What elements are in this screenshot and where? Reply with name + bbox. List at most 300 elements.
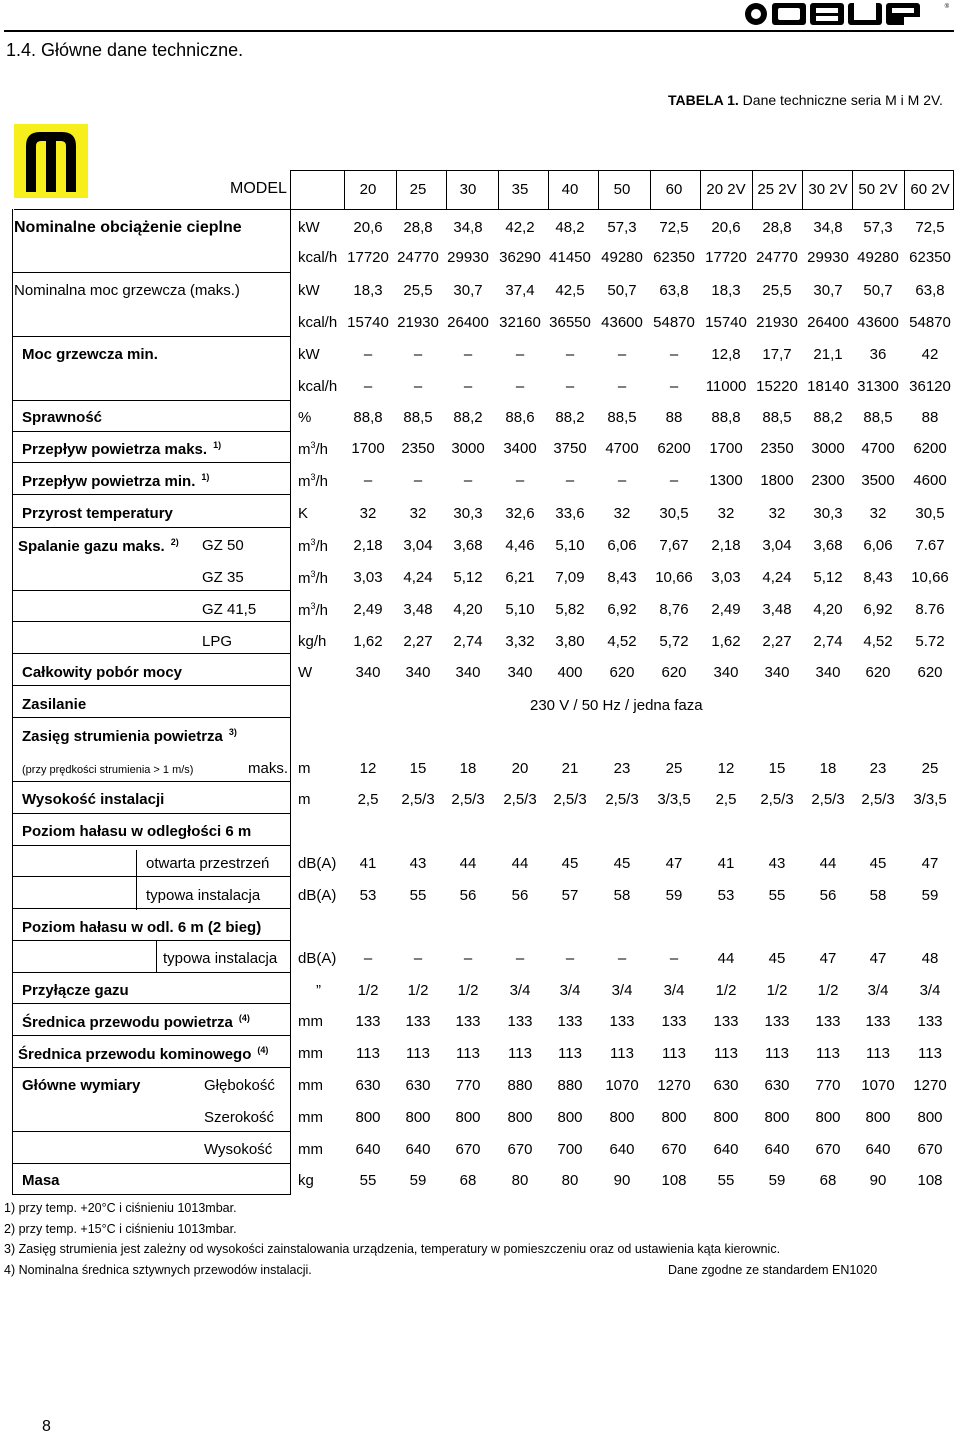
table-cell: 20 xyxy=(511,760,529,777)
table-cell: 17720 xyxy=(347,249,389,266)
table-cell: 88,6 xyxy=(505,409,535,426)
model-header-cell: 30 2V xyxy=(808,181,848,198)
row-unit: kW xyxy=(298,346,320,363)
header-column-rule xyxy=(396,170,397,210)
table-cell: – xyxy=(363,346,373,363)
row-label-text: Przyłącze gazu xyxy=(22,982,129,999)
table-cell: 1/2 xyxy=(766,982,788,999)
table-cell: 36 xyxy=(869,346,887,363)
table-cell: 42,5 xyxy=(555,282,585,299)
table-cell: 133 xyxy=(609,1013,635,1030)
row-separator xyxy=(12,336,291,337)
table-cell: 2,27 xyxy=(762,633,792,650)
row-unit: W xyxy=(298,664,313,681)
table-cell: 32160 xyxy=(499,314,541,331)
table-cell: – xyxy=(617,378,627,395)
header-column-rule xyxy=(548,170,549,210)
table-cell: 3000 xyxy=(811,440,845,457)
table-cell: 133 xyxy=(713,1013,739,1030)
noise-sub-rule xyxy=(136,850,137,910)
row-unit: mm xyxy=(298,1013,323,1030)
table-cell: 4,20 xyxy=(813,601,843,618)
table-cell: 6,92 xyxy=(863,601,893,618)
table-cell: 113 xyxy=(456,1045,480,1062)
table-cell: 630 xyxy=(713,1077,739,1094)
table-cell: 5,10 xyxy=(555,537,585,554)
row-label xyxy=(22,409,102,426)
table-cell: 8,76 xyxy=(659,601,689,618)
table-cell: 1/2 xyxy=(457,982,479,999)
table-cell: 47 xyxy=(665,855,683,872)
table-cell: 2350 xyxy=(401,440,435,457)
table-cell: 880 xyxy=(557,1077,583,1094)
row-label-text: Wysokość instalacji xyxy=(22,791,165,808)
table-cell: 2,18 xyxy=(711,537,741,554)
table-cell: 2,5 xyxy=(715,791,737,808)
table-cell: 42 xyxy=(921,346,939,363)
row-sub-label: LPG xyxy=(202,633,233,650)
table-cell: 113 xyxy=(356,1045,380,1062)
table-cell: 3,03 xyxy=(353,569,383,586)
table-cell: 56 xyxy=(459,887,477,904)
table-cell: 41 xyxy=(717,855,735,872)
row-unit: m xyxy=(298,760,311,777)
table-cell: 47 xyxy=(819,950,837,967)
row-label xyxy=(22,1077,140,1094)
row-separator xyxy=(12,621,291,622)
table-cell: 30,7 xyxy=(453,282,483,299)
table-cell: 630 xyxy=(355,1077,381,1094)
row-label-text: (przy prędkości strumienia > 1 m/s) xyxy=(22,764,194,776)
table-cell: 43600 xyxy=(601,314,643,331)
model-header-cell: 25 xyxy=(409,181,427,198)
row-unit: $m^3/h$ xyxy=(298,440,329,458)
table-cell: 58 xyxy=(613,887,631,904)
table-cell: 42,2 xyxy=(505,219,535,236)
table-cell: 53 xyxy=(717,887,735,904)
table-cell: 880 xyxy=(507,1077,533,1094)
row-label-text: Spalanie gazu maks. xyxy=(18,538,165,555)
row-unit: dB(A) xyxy=(298,887,337,904)
row-separator xyxy=(12,462,291,463)
header-top-rule xyxy=(290,170,954,171)
table-cell: 800 xyxy=(661,1109,687,1126)
table-cell: 3,04 xyxy=(403,537,433,554)
table-cell: 88,2 xyxy=(813,409,843,426)
footnote-2: 2) przy temp. +15°C i ciśnieniu 1013mbar. xyxy=(4,1222,237,1236)
table-cell: 55 xyxy=(359,1172,377,1189)
table-cell: – xyxy=(515,378,525,395)
table-cell: – xyxy=(463,472,473,489)
table-cell: – xyxy=(413,346,423,363)
table-cell: 133 xyxy=(764,1013,790,1030)
table-cell: 21,1 xyxy=(813,346,843,363)
table-cell: 10,66 xyxy=(911,569,949,586)
row-separator xyxy=(12,940,291,941)
table-cell: 37,4 xyxy=(505,282,535,299)
table-cell: 3/4 xyxy=(509,982,531,999)
row-label-text: Całkowity pobór mocy xyxy=(22,664,183,681)
unit-column-rule xyxy=(290,209,291,1194)
table-cell: 57,3 xyxy=(607,219,637,236)
table-cell: 4,20 xyxy=(453,601,483,618)
table-cell: 30,7 xyxy=(813,282,843,299)
row-label xyxy=(22,346,158,363)
row-separator xyxy=(12,1003,291,1004)
table-cell: 2,5/3 xyxy=(503,791,537,808)
row-sub-label: Szerokość xyxy=(204,1109,275,1126)
table-cell: 4,52 xyxy=(863,633,893,650)
row-sub-label: typowa instalacja xyxy=(146,887,261,904)
table-cell: 340 xyxy=(355,664,381,681)
row-separator xyxy=(12,1035,291,1036)
table-cell: 12,8 xyxy=(711,346,741,363)
table-cell: 20,6 xyxy=(711,219,741,236)
model-header-cell: 20 2V xyxy=(706,181,746,198)
row-separator xyxy=(12,653,291,654)
table-cell: 2,5/3 xyxy=(401,791,435,808)
table-cell: 34,8 xyxy=(813,219,843,236)
row-unit: dB(A) xyxy=(298,855,337,872)
row-sub-label: Głębokość xyxy=(204,1077,275,1094)
table-cell: 133 xyxy=(355,1013,381,1030)
table-cell: 340 xyxy=(815,664,841,681)
table-cell: 1,62 xyxy=(353,633,383,650)
table-cell: 54870 xyxy=(653,314,695,331)
table-cell: 640 xyxy=(764,1141,790,1158)
table-cell: 113 xyxy=(610,1045,634,1062)
table-cell: 45 xyxy=(613,855,631,872)
footnote-marker: 1) xyxy=(201,472,210,482)
table-cell: 620 xyxy=(609,664,635,681)
table-cell: 3/4 xyxy=(867,982,889,999)
row-unit: m xyxy=(298,791,311,808)
table-cell: 1270 xyxy=(913,1077,947,1094)
row-sub-label: GZ 35 xyxy=(202,569,244,586)
table-cell: 68 xyxy=(819,1172,837,1189)
row-label xyxy=(22,919,261,936)
row-label-text: Główne wymiary xyxy=(22,1077,141,1094)
table-cell: 55 xyxy=(768,887,786,904)
table-cell: 670 xyxy=(507,1141,533,1158)
row-label-text: Średnica przewodu kominowego xyxy=(18,1046,252,1063)
table-cell: 48,2 xyxy=(555,219,585,236)
table-cell: 15 xyxy=(768,760,786,777)
table-cell: 32 xyxy=(409,505,427,522)
row-sub-label: Wysokość xyxy=(204,1141,273,1158)
table-cell: 44 xyxy=(717,950,735,967)
table-cell: 50,7 xyxy=(863,282,893,299)
table-cell: 36120 xyxy=(909,378,951,395)
table-cell: 88,5 xyxy=(762,409,792,426)
table-cell: 3,03 xyxy=(711,569,741,586)
table-cell: 6200 xyxy=(913,440,947,457)
table-cell: 12 xyxy=(359,760,377,777)
table-cell: – xyxy=(413,378,423,395)
table-cell: 670 xyxy=(917,1141,943,1158)
table-cell: 55 xyxy=(409,887,427,904)
table-cell: 2,49 xyxy=(711,601,741,618)
row-sub-label: maks. xyxy=(248,760,289,777)
table-cell: 23 xyxy=(869,760,887,777)
table-cell: 340 xyxy=(405,664,431,681)
table-cell: 62350 xyxy=(653,249,695,266)
table-cell: 55 xyxy=(717,1172,735,1189)
model-header-cell: 50 2V xyxy=(858,181,898,198)
table-cell: 770 xyxy=(815,1077,841,1094)
table-cell: 3,48 xyxy=(762,601,792,618)
row-label-text: Nominalne obciążenie cieplne xyxy=(14,219,242,236)
table-cell: 113 xyxy=(558,1045,582,1062)
table-cell: 340 xyxy=(713,664,739,681)
table-cell: 59 xyxy=(409,1172,427,1189)
table-cell: 49280 xyxy=(601,249,643,266)
row-unit: mm xyxy=(298,1045,323,1062)
table-cell: 670 xyxy=(815,1141,841,1158)
table-cell: 2,5/3 xyxy=(553,791,587,808)
table-cell: 3,32 xyxy=(505,633,535,650)
table-cell: 32 xyxy=(613,505,631,522)
table-cell: 2,74 xyxy=(453,633,483,650)
row-label xyxy=(18,537,179,555)
table-cell: 25 xyxy=(665,760,683,777)
table-cell: 88 xyxy=(665,409,683,426)
row-label-text: Sprawność xyxy=(22,409,103,426)
row-label xyxy=(14,219,242,237)
table-cell: 7,67 xyxy=(659,537,689,554)
table-cell: – xyxy=(617,950,627,967)
model-header-cell: 50 xyxy=(613,181,631,198)
footnote-marker: 3) xyxy=(228,727,237,737)
row-unit: kcal/h xyxy=(298,314,338,331)
table-cell: 56 xyxy=(511,887,529,904)
row-unit: mm xyxy=(298,1077,323,1094)
row-label xyxy=(22,791,164,808)
table-cell: 18,3 xyxy=(711,282,741,299)
table-cell: 28,8 xyxy=(403,219,433,236)
table-cell: 72,5 xyxy=(915,219,945,236)
table-cell: – xyxy=(565,378,575,395)
row-label xyxy=(22,727,237,745)
table-cell: 2350 xyxy=(760,440,794,457)
table-cell: 3,68 xyxy=(813,537,843,554)
table-cell: – xyxy=(669,472,679,489)
table-cell: – xyxy=(565,950,575,967)
table-cell: 57 xyxy=(561,887,579,904)
header-column-rule xyxy=(802,170,803,210)
table-cell: 2,5/3 xyxy=(760,791,794,808)
row-label xyxy=(22,440,221,458)
row-label-text: Moc grzewcza min. xyxy=(22,346,158,363)
row-separator xyxy=(12,1131,291,1132)
table-cell: 640 xyxy=(609,1141,635,1158)
table-cell: 113 xyxy=(765,1045,789,1062)
header-right-rule xyxy=(953,170,954,210)
table-cell: 3/4 xyxy=(919,982,941,999)
row-label xyxy=(22,1172,60,1189)
header-column-rule xyxy=(598,170,599,210)
row-unit: kcal/h xyxy=(298,378,338,395)
table-cell: 2,5/3 xyxy=(861,791,895,808)
table-cell: 25 xyxy=(921,760,939,777)
table-cell: – xyxy=(669,346,679,363)
table-cell: 88,8 xyxy=(353,409,383,426)
table-cell: 6,06 xyxy=(607,537,637,554)
model-header-cell: 60 2V xyxy=(910,181,950,198)
row-unit: K xyxy=(298,505,309,522)
table-cell: 24770 xyxy=(397,249,439,266)
table-cell: 1700 xyxy=(351,440,385,457)
row-label-text: Zasięg strumienia powietrza xyxy=(22,728,223,745)
table-cell: 45 xyxy=(561,855,579,872)
row-unit: kg xyxy=(298,1172,314,1189)
header-column-rule xyxy=(498,170,499,210)
table-cell: 1070 xyxy=(605,1077,639,1094)
row-label-text: Średnica przewodu powietrza xyxy=(22,1014,233,1031)
table-cell: 2300 xyxy=(811,472,845,489)
table-cell: 800 xyxy=(507,1109,533,1126)
table-cell: 53 xyxy=(359,887,377,904)
table-cell: 3750 xyxy=(553,440,587,457)
table-cell: 15220 xyxy=(756,378,798,395)
header-column-rule xyxy=(700,170,701,210)
table-cell: 670 xyxy=(661,1141,687,1158)
row-separator xyxy=(12,494,291,495)
table-cell: 20,6 xyxy=(353,219,383,236)
row-unit: % xyxy=(298,409,312,426)
page-number: 8 xyxy=(42,1418,51,1435)
table-cell: 3,68 xyxy=(453,537,483,554)
row-unit: mm xyxy=(298,1109,323,1126)
table-cell: 41450 xyxy=(549,249,591,266)
table-cell: 4,24 xyxy=(762,569,792,586)
table-cell: 4700 xyxy=(605,440,639,457)
table-cell: 6200 xyxy=(657,440,691,457)
table-cell: 88,5 xyxy=(607,409,637,426)
table-cell: – xyxy=(413,950,423,967)
table-cell: 3/3,5 xyxy=(657,791,691,808)
table-cell: 113 xyxy=(866,1045,890,1062)
row-separator xyxy=(12,908,291,909)
table-cell: 340 xyxy=(764,664,790,681)
table-cell: 24770 xyxy=(756,249,798,266)
table-cell: 26400 xyxy=(807,314,849,331)
table-cell: 29930 xyxy=(447,249,489,266)
row-separator xyxy=(12,272,291,273)
table-cell: 23 xyxy=(613,760,631,777)
table-cell: – xyxy=(515,472,525,489)
table-cell: 113 xyxy=(508,1045,532,1062)
table-cell: – xyxy=(617,346,627,363)
power-supply-value: 230 V / 50 Hz / jedna faza xyxy=(530,697,703,714)
table-cell: 113 xyxy=(918,1045,942,1062)
table-cell: 1/2 xyxy=(715,982,737,999)
table-cell: 26400 xyxy=(447,314,489,331)
svg-text:®: ® xyxy=(944,4,949,10)
table-cell: 800 xyxy=(609,1109,635,1126)
row-separator xyxy=(12,431,291,432)
table-cell: 59 xyxy=(665,887,683,904)
table-cell: 113 xyxy=(662,1045,686,1062)
table-cell: 108 xyxy=(917,1172,943,1189)
table-cell: 133 xyxy=(455,1013,481,1030)
table-cell: 800 xyxy=(764,1109,790,1126)
table-cell: – xyxy=(669,378,679,395)
table-cell: 18,3 xyxy=(353,282,383,299)
row-sub-label: GZ 50 xyxy=(202,537,244,554)
table-cell: 68 xyxy=(459,1172,477,1189)
table-cell: – xyxy=(413,472,423,489)
row-label xyxy=(22,696,86,713)
table-cell: 44 xyxy=(459,855,477,872)
row-unit: $m^3/h$ xyxy=(298,472,329,490)
table-cell: 32 xyxy=(717,505,735,522)
table-cell: 90 xyxy=(869,1172,887,1189)
table-cell: 2,5 xyxy=(357,791,379,808)
section-title: 1.4. Główne dane techniczne. xyxy=(6,40,244,60)
row-label xyxy=(22,764,193,776)
table-cell: 32,6 xyxy=(505,505,535,522)
table-cell: – xyxy=(363,378,373,395)
row-label-text: Zasilanie xyxy=(22,696,87,713)
table-cell: 7,09 xyxy=(555,569,585,586)
table-cell: 15740 xyxy=(347,314,389,331)
table-cell: 88 xyxy=(921,409,939,426)
noise2-sub-rule xyxy=(156,941,157,973)
table-cell: 59 xyxy=(921,887,939,904)
table-cell: 8.76 xyxy=(915,601,945,618)
table-cell: 49280 xyxy=(857,249,899,266)
table-cell: 2,5/3 xyxy=(605,791,639,808)
footnote-4: 4) Nominalna średnica sztywnych przewodów instalacji. xyxy=(4,1263,312,1277)
table-cell: 80 xyxy=(511,1172,529,1189)
model-header-label: MODEL xyxy=(230,180,287,197)
row-separator xyxy=(12,527,291,528)
table-cell: 44 xyxy=(511,855,529,872)
table-cell: 630 xyxy=(405,1077,431,1094)
table-cell: 4600 xyxy=(913,472,947,489)
row-separator xyxy=(12,717,291,718)
table-cell: 28,8 xyxy=(762,219,792,236)
table-cell: 4,46 xyxy=(505,537,535,554)
table-caption-text: Dane techniczne seria M i M 2V. xyxy=(738,92,943,108)
table-cell: 5,10 xyxy=(505,601,535,618)
table-cell: – xyxy=(565,346,575,363)
table-cell: 32 xyxy=(359,505,377,522)
table-cell: 47 xyxy=(921,855,939,872)
row-unit: ” xyxy=(316,982,321,999)
table-cell: 50,7 xyxy=(607,282,637,299)
table-cell: 12 xyxy=(717,760,735,777)
table-cell: 3400 xyxy=(503,440,537,457)
table-cell: – xyxy=(617,472,627,489)
table-cell: 1070 xyxy=(861,1077,895,1094)
table-left-rule xyxy=(12,209,13,1194)
model-header-cell: 60 xyxy=(665,181,683,198)
table-cell: 400 xyxy=(557,664,583,681)
table-cell: 2,5/3 xyxy=(811,791,845,808)
table-cell: 5.72 xyxy=(915,633,945,650)
table-caption-number: TABELA 1. xyxy=(668,92,739,108)
row-label-text: Masa xyxy=(22,1172,60,1189)
model-header-cell: 30 xyxy=(459,181,477,198)
table-cell: 620 xyxy=(865,664,891,681)
table-cell: 3,80 xyxy=(555,633,585,650)
row-separator xyxy=(12,813,291,814)
table-cell: 2,49 xyxy=(353,601,383,618)
table-cell: 5,82 xyxy=(555,601,585,618)
table-cell: 3500 xyxy=(861,472,895,489)
